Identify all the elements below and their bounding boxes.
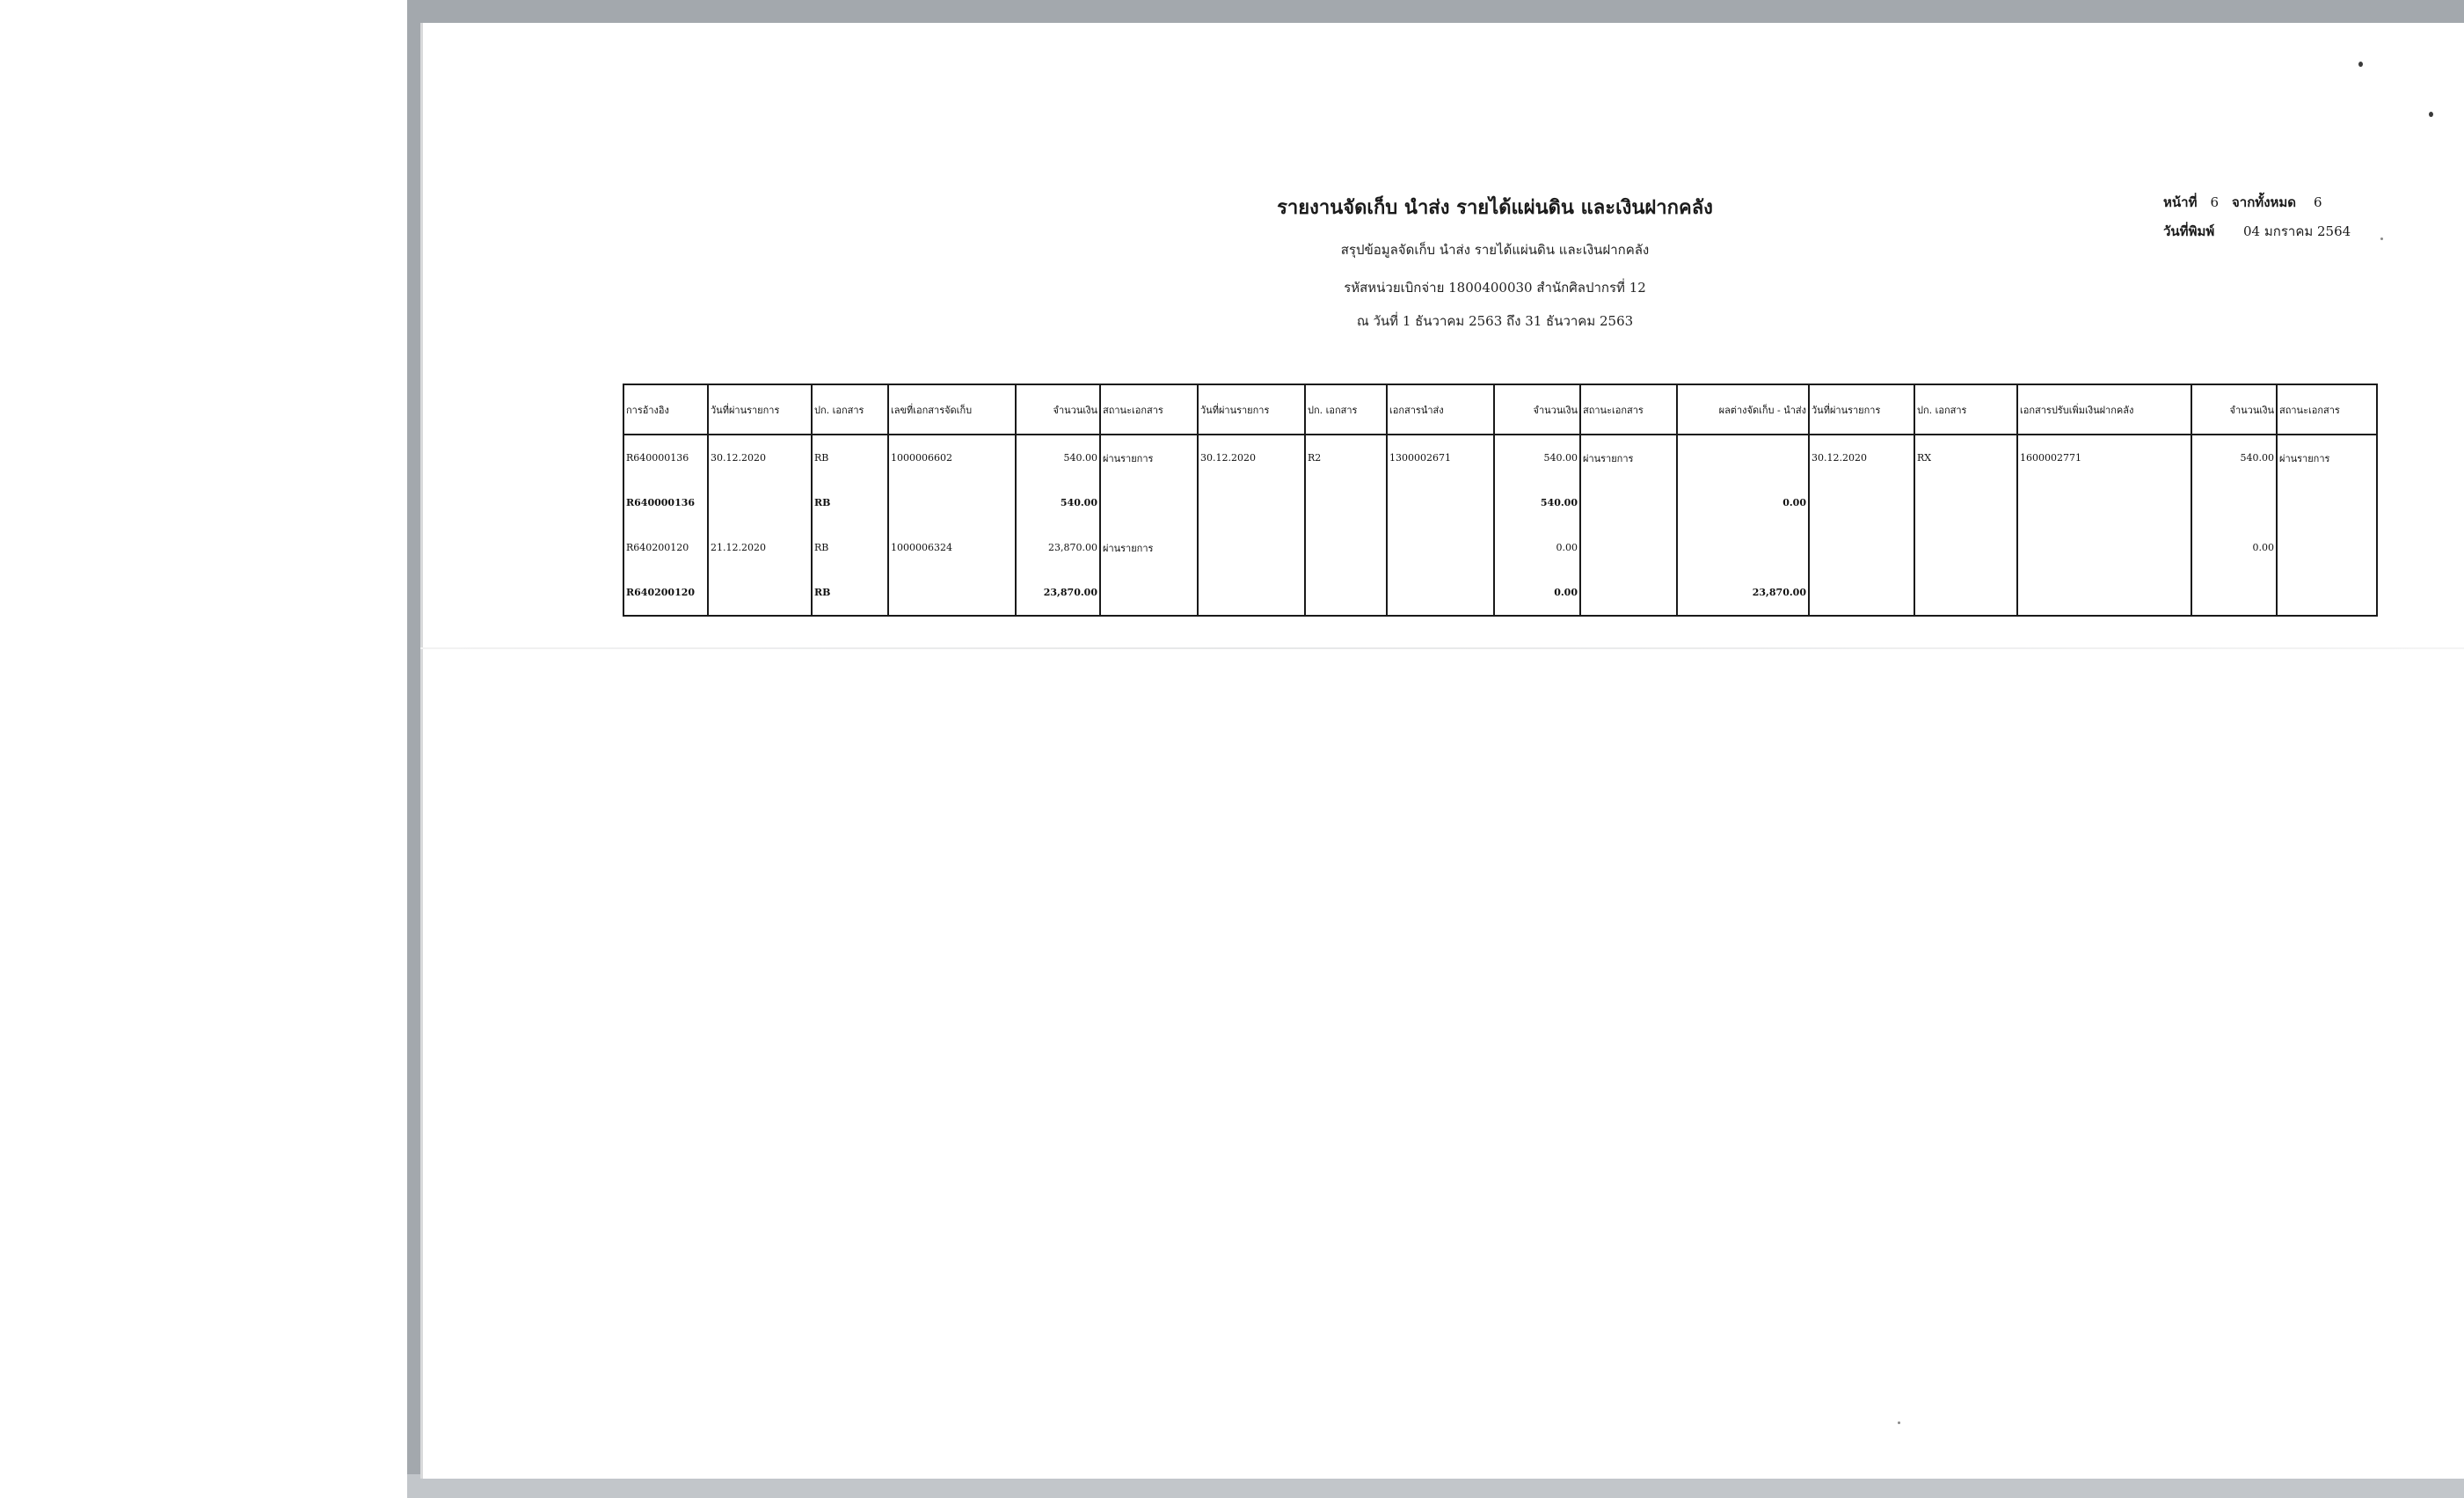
table-row bbox=[623, 435, 2377, 480]
column-header: ปก. เอกสาร bbox=[1305, 384, 1387, 435]
report-title: รายงานจัดเก็บ นำส่ง รายได้แผ่นดิน และเงินฝากคลัง bbox=[1277, 196, 1713, 219]
table-cell bbox=[1809, 480, 1914, 525]
table-cell bbox=[1198, 480, 1305, 525]
table-cell bbox=[1387, 570, 1494, 616]
table-cell bbox=[1198, 570, 1305, 616]
subtotal-row bbox=[623, 480, 2377, 525]
table-cell: RB bbox=[812, 435, 888, 480]
table-cell: 1300002671 bbox=[1387, 435, 1494, 480]
table-cell bbox=[1914, 480, 2017, 525]
column-header: วันที่ผ่านรายการ bbox=[1809, 384, 1914, 435]
table-cell bbox=[1387, 525, 1494, 570]
table-cell: 0.00 bbox=[1494, 525, 1580, 570]
table-cell bbox=[1809, 570, 1914, 616]
table-row bbox=[623, 525, 2377, 570]
column-header: สถานะเอกสาร bbox=[2277, 384, 2377, 435]
column-header: จำนวนเงิน bbox=[1016, 384, 1100, 435]
table-cell bbox=[1580, 570, 1677, 616]
table-cell: 540.00 bbox=[2191, 435, 2277, 480]
table-cell: R640000136 bbox=[623, 435, 708, 480]
table-cell bbox=[2017, 525, 2191, 570]
total-pages: 6 bbox=[2314, 194, 2322, 210]
report-period: ณ วันที่ 1 ธันวาคม 2563 ถึง 31 ธันวาคม 2563 bbox=[1356, 313, 1634, 329]
table-cell: R640200120 bbox=[623, 570, 708, 616]
table-cell bbox=[1305, 480, 1387, 525]
table-cell: 0.00 bbox=[1677, 480, 1809, 525]
subtotal-row bbox=[623, 570, 2377, 616]
table-cell: RB bbox=[812, 480, 888, 525]
table-cell: RB bbox=[812, 570, 888, 616]
page-fold-line bbox=[420, 647, 2464, 649]
table-cell bbox=[1677, 525, 1809, 570]
table-cell bbox=[1100, 480, 1198, 525]
table-cell bbox=[2277, 570, 2377, 616]
column-header: สถานะเอกสาร bbox=[1580, 384, 1677, 435]
page-label: หน้าที่ bbox=[2163, 194, 2198, 210]
table-cell: 1000006324 bbox=[888, 525, 1016, 570]
table-cell bbox=[708, 480, 812, 525]
table-cell: ผ่านรายการ bbox=[1100, 435, 1198, 480]
print-date-value: 04 มกราคม 2564 bbox=[2243, 223, 2351, 239]
table-cell bbox=[1809, 525, 1914, 570]
table-cell bbox=[888, 570, 1016, 616]
table-cell bbox=[1580, 525, 1677, 570]
column-header: เอกสารนำส่ง bbox=[1387, 384, 1494, 435]
table-cell bbox=[2017, 480, 2191, 525]
table-cell bbox=[1677, 435, 1809, 480]
column-header: เลขที่เอกสารจัดเก็บ bbox=[888, 384, 1016, 435]
column-header: ปก. เอกสาร bbox=[1914, 384, 2017, 435]
table-cell: 0.00 bbox=[2191, 525, 2277, 570]
scan-speck bbox=[2358, 62, 2363, 67]
table-cell bbox=[2017, 570, 2191, 616]
column-header: วันที่ผ่านรายการ bbox=[1198, 384, 1305, 435]
column-header: วันที่ผ่านรายการ bbox=[708, 384, 812, 435]
table-cell: 30.12.2020 bbox=[708, 435, 812, 480]
table-cell bbox=[1305, 570, 1387, 616]
page-counter bbox=[2163, 192, 2336, 213]
table-cell bbox=[708, 570, 812, 616]
table-cell bbox=[2191, 480, 2277, 525]
table-cell bbox=[2277, 480, 2377, 525]
table-cell: 540.00 bbox=[1494, 435, 1580, 480]
table-cell bbox=[1305, 525, 1387, 570]
table-cell: 0.00 bbox=[1494, 570, 1580, 616]
table-cell: 30.12.2020 bbox=[1198, 435, 1305, 480]
table-cell bbox=[1914, 525, 2017, 570]
table-cell: 540.00 bbox=[1016, 480, 1100, 525]
table-cell bbox=[1198, 525, 1305, 570]
table-cell: RB bbox=[812, 525, 888, 570]
total-pages-label: จากทั้งหมด bbox=[2232, 194, 2297, 210]
table-cell bbox=[1580, 480, 1677, 525]
scan-speck bbox=[2380, 237, 2383, 240]
column-header: การอ้างอิง bbox=[623, 384, 708, 435]
column-header: ผลต่างจัดเก็บ - นำส่ง bbox=[1677, 384, 1809, 435]
scan-speck bbox=[2429, 112, 2433, 117]
disbursing-unit-line: รหัสหน่วยเบิกจ่าย 1800400030 สำนักศิลปากรที่ 12 bbox=[1344, 280, 1646, 296]
table-cell: R640200120 bbox=[623, 525, 708, 570]
print-date bbox=[2163, 221, 2351, 242]
table-cell: 23,870.00 bbox=[1016, 525, 1100, 570]
column-header: สถานะเอกสาร bbox=[1100, 384, 1198, 435]
table-cell: 1000006602 bbox=[888, 435, 1016, 480]
table-cell: 30.12.2020 bbox=[1809, 435, 1914, 480]
column-header: ปก. เอกสาร bbox=[812, 384, 888, 435]
column-header: จำนวนเงิน bbox=[1494, 384, 1580, 435]
table-cell: 540.00 bbox=[1016, 435, 1100, 480]
table-cell bbox=[2277, 525, 2377, 570]
table-cell: R2 bbox=[1305, 435, 1387, 480]
table-cell: 540.00 bbox=[1494, 480, 1580, 525]
table-body bbox=[623, 435, 2377, 616]
table-cell bbox=[1100, 570, 1198, 616]
print-date-label: วันที่พิมพ์ bbox=[2163, 223, 2215, 239]
table-cell: 1600002771 bbox=[2017, 435, 2191, 480]
table-cell bbox=[1914, 570, 2017, 616]
scan-speck bbox=[1898, 1421, 1900, 1424]
table-cell: ผ่านรายการ bbox=[1580, 435, 1677, 480]
table-cell: 23,870.00 bbox=[1677, 570, 1809, 616]
table-cell bbox=[1387, 480, 1494, 525]
table-cell: 23,870.00 bbox=[1016, 570, 1100, 616]
table-cell: R640000136 bbox=[623, 480, 708, 525]
table-cell bbox=[888, 480, 1016, 525]
column-header: เอกสารปรับเพิ่มเงินฝากคลัง bbox=[2017, 384, 2191, 435]
report-table bbox=[623, 384, 2378, 617]
table-header-row bbox=[623, 384, 2377, 435]
table-cell: ผ่านรายการ bbox=[2277, 435, 2377, 480]
table-cell: 21.12.2020 bbox=[708, 525, 812, 570]
report-subtitle: สรุปข้อมูลจัดเก็บ นำส่ง รายได้แผ่นดิน และเงินฝากคลัง bbox=[1340, 242, 1650, 258]
table-cell: RX bbox=[1914, 435, 2017, 480]
table-cell: ผ่านรายการ bbox=[1100, 525, 1198, 570]
column-header: จำนวนเงิน bbox=[2191, 384, 2277, 435]
table-cell bbox=[2191, 570, 2277, 616]
page-number: 6 bbox=[2210, 194, 2219, 210]
